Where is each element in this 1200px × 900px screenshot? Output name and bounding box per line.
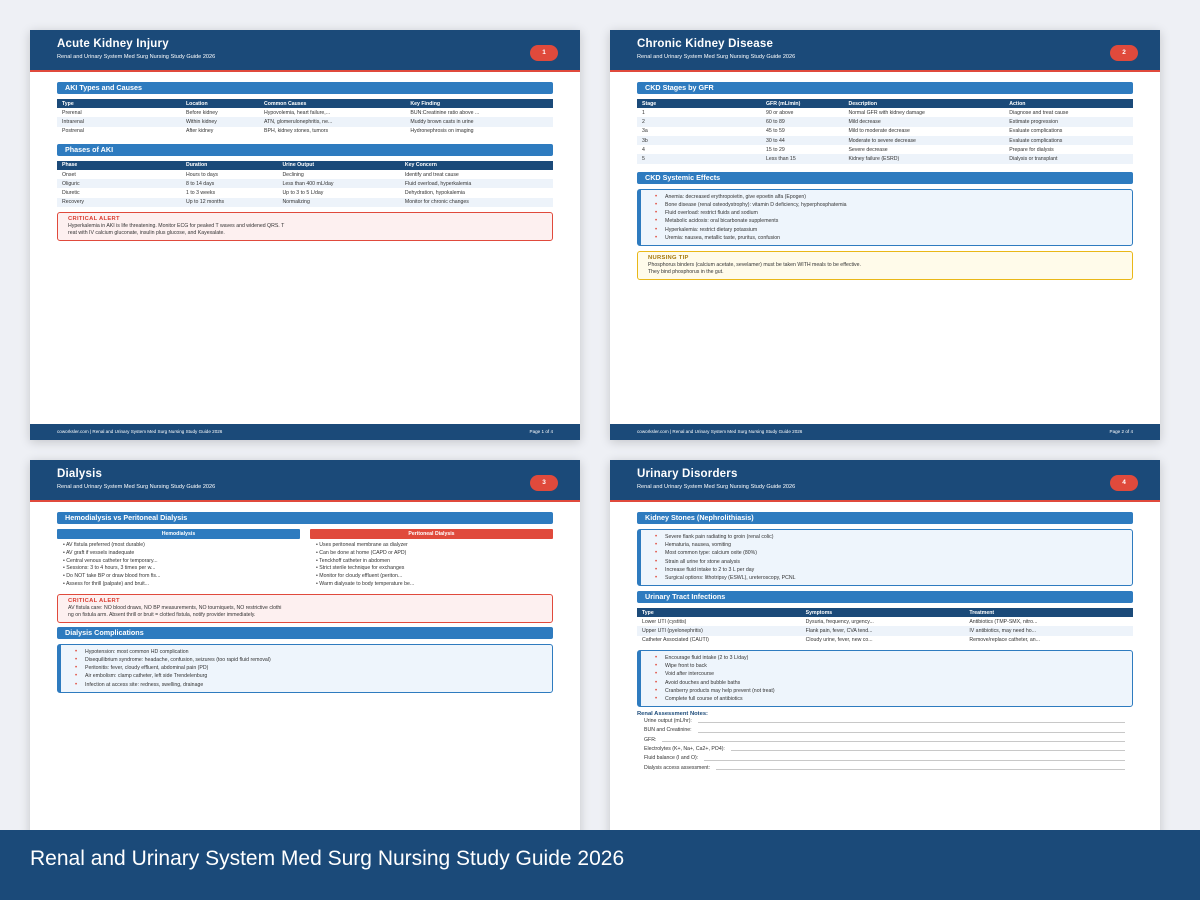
list-item: • AV graft if vessels inadequate <box>63 549 135 556</box>
alert-text: AV fistula care: NO blood draws, NO BP measurements, NO tourniquets, NO restrictive clothi <box>68 604 282 611</box>
dialysis-complications-list <box>57 644 553 693</box>
table-cell: Fluid overload, hyperkalemia <box>400 179 553 188</box>
aki-types-table <box>57 99 553 136</box>
table-cell: Monitor for chronic changes <box>400 198 553 207</box>
list-item: • Increase fluid intake to 2 to 3 L per day <box>655 566 1124 574</box>
notes-row <box>637 754 1133 763</box>
page-number-badge: 3 <box>530 475 558 491</box>
list-item: • Uses peritoneal membrane as dialyzer <box>316 542 408 548</box>
hemodialysis-column <box>57 529 300 589</box>
notes-label: GFR: <box>644 736 657 743</box>
table-cell: 3a <box>642 128 648 135</box>
table-cell: 3b <box>637 136 761 145</box>
footer-source: coworksler.com | Renal and Urinary System Med Surg Nursing Study Guide 2026 <box>637 429 803 434</box>
table-cell: Evaluate complications <box>1009 128 1063 135</box>
notes-line <box>704 754 1125 760</box>
table-cell: 4 <box>642 146 645 153</box>
list-item: • Hematuria, nausea, vomiting <box>655 541 1124 549</box>
page-title: Chronic Kidney Disease <box>637 38 774 50</box>
section-header-kidney-stones: Kidney Stones (Nephrolithiasis) <box>637 512 1133 524</box>
notes-label: Urine output (mL/hr): <box>644 718 692 725</box>
table-row <box>637 117 1133 126</box>
table-cell: Antibiotics (TMP-SMX, nitro... <box>969 618 1038 625</box>
list-item: • Most common type: calcium oxite (80%) <box>655 549 1124 557</box>
table-cell: Before kidney <box>186 109 218 116</box>
page-number-badge: 4 <box>1110 475 1138 491</box>
notes-line <box>731 745 1125 751</box>
table-row <box>637 626 1133 635</box>
column-header: Common Causes <box>259 99 405 108</box>
ckd-effects-list <box>637 189 1133 246</box>
page-header <box>610 460 1160 502</box>
table-cell: 1 to 3 weeks <box>186 190 216 197</box>
list-item: • Central venous catheter for temporary... <box>63 557 158 564</box>
table-cell: Muddy brown casts in urine <box>405 117 553 126</box>
table-cell: Normal GFR with kidney damage <box>848 109 925 116</box>
table-row <box>57 179 553 188</box>
section-header-ckd-stages: CKD Stages by GFR <box>637 82 1133 94</box>
section-header-aki-phases: Phases of AKI <box>57 144 553 156</box>
list-item: • Peritonitis: fever, cloudy effluent, abdominal pain (PD) <box>75 664 544 672</box>
column-header: Key Finding <box>405 99 553 108</box>
page-subtitle: Renal and Urinary System Med Surg Nursing Study Guide 2026 <box>57 484 216 490</box>
column-header: Treatment <box>964 608 1133 617</box>
section-header-dialysis-complications: Dialysis Complications <box>57 627 553 639</box>
table-cell: Diuretic <box>62 190 80 197</box>
table-cell: Hydronephrosis on imaging <box>410 128 474 135</box>
table-cell: 30 to 44 <box>761 136 843 145</box>
table-cell: Identify and treat cause <box>404 171 459 178</box>
list-item: • Bone disease (renal osteodystrophy): vitamin D deficiency, hyperphosphatemia <box>655 201 1124 209</box>
column-header: Peritoneal Dialysis <box>310 529 553 539</box>
list-item: • Uremia: nausea, metallic taste, pruritus, confusion <box>655 234 1124 242</box>
title-banner: Renal and Urinary System Med Surg Nursing Study Guide 2026 <box>0 830 1200 900</box>
table-cell: BPH, kidney stones, tumors <box>264 128 329 135</box>
table-cell: Evaluate complications <box>1004 136 1133 145</box>
nursing-tip-box <box>637 251 1133 280</box>
notes-label: BUN and Creatinine: <box>644 727 692 734</box>
table-cell: 90 or above <box>766 109 794 116</box>
notes-line <box>698 726 1125 732</box>
list-item: • Strict sterile technique for exchanges <box>316 565 405 572</box>
table-row <box>637 136 1133 145</box>
column-header: Description <box>843 99 1004 108</box>
table-cell: Kidney failure (ESRD) <box>843 154 1004 163</box>
table-cell: 8 to 14 days <box>181 179 277 188</box>
list-item: • Air embolism: clamp catheter, left side Trendelenburg <box>75 672 544 680</box>
table-header-row <box>637 608 1133 617</box>
page-title: Urinary Disorders <box>637 468 738 480</box>
notes-line <box>716 764 1125 770</box>
table-header-row <box>57 99 553 108</box>
page-subtitle: Renal and Urinary System Med Surg Nursing Study Guide 2026 <box>637 484 796 490</box>
alert-heading: CRITICAL ALERT <box>68 597 120 604</box>
uti-table <box>637 608 1133 645</box>
tip-text: Phosphorus binders (calcium acetate, sevelamer) must be taken WITH meals to be effective. <box>648 261 861 268</box>
notes-row <box>637 726 1133 735</box>
alert-heading: CRITICAL ALERT <box>68 216 120 223</box>
column-header: Location <box>181 99 259 108</box>
table-cell: BUN:Creatinine ratio above ... <box>410 109 480 116</box>
list-item: • Monitor for cloudy effluent (periton... <box>316 573 403 580</box>
notes-label: Electrolytes (K+, Na+, Ca2+, PO4): <box>644 746 725 753</box>
section-header-aki-types: AKI Types and Causes <box>57 82 553 94</box>
table-header-row <box>57 161 553 170</box>
table-row <box>637 145 1133 154</box>
table-cell: Prepare for dialysis <box>1009 146 1054 153</box>
column-header: Hemodialysis <box>57 529 300 539</box>
page-title: Dialysis <box>57 468 103 480</box>
table-row <box>637 127 1133 136</box>
table-header-row <box>637 99 1133 108</box>
tip-heading: NURSING TIP <box>648 254 689 261</box>
list-item: • Assess for thrill (palpate) and bruit... <box>63 580 150 587</box>
list-item: • Surgical options: lithotripsy (ESWL), ureteroscopy, PCNL <box>655 574 1124 582</box>
uti-prevention-list <box>637 650 1133 707</box>
list-item: • Severe flank pain radiating to groin (renal colic) <box>655 533 1124 541</box>
table-cell: Moderate to severe decrease <box>843 136 1004 145</box>
table-cell: Cloudy urine, fever, new co... <box>805 637 873 644</box>
table-cell: Declining <box>282 171 304 178</box>
table-cell: Severe decrease <box>848 146 888 153</box>
table-cell: Hypovolemia, heart failure,... <box>264 109 331 116</box>
table-row <box>637 636 1133 645</box>
page-footer <box>30 424 580 440</box>
page-number-badge: 2 <box>1110 45 1138 61</box>
table-cell: 2 <box>637 117 761 126</box>
kidney-stones-list <box>637 529 1133 586</box>
dialysis-comparison <box>57 529 553 589</box>
table-cell: Flank pain, fever, CVA tend... <box>801 626 965 635</box>
notes-label: Dialysis access assessment: <box>644 764 711 771</box>
table-cell: IV antibiotics, may need ho... <box>964 626 1133 635</box>
list-item: • Fluid overload: restrict fluids and sodium <box>655 209 1124 217</box>
page-dialysis <box>30 460 580 840</box>
column-header: Duration <box>181 161 277 170</box>
column-header: Urine Output <box>277 161 399 170</box>
table-row <box>637 154 1133 163</box>
table-cell: ATN, glomerulonephritis, ne... <box>259 117 405 126</box>
table-cell: Within kidney <box>181 117 259 126</box>
table-cell: Mild decrease <box>843 117 1004 126</box>
table-row <box>637 617 1133 626</box>
table-cell: Upper UTI (pyelonephritis) <box>637 626 801 635</box>
notes-row <box>637 745 1133 754</box>
list-item: • Hyperkalemia: restrict dietary potassium <box>655 226 1124 234</box>
column-header: GFR (mL/min) <box>761 99 843 108</box>
column-header: Type <box>637 608 801 617</box>
section-header-dialysis-comparison: Hemodialysis vs Peritoneal Dialysis <box>57 512 553 524</box>
section-header-ckd-effects: CKD Systemic Effects <box>637 172 1133 184</box>
table-row <box>57 117 553 126</box>
table-cell: Dysuria, frequency, urgency... <box>805 618 874 625</box>
critical-alert-box <box>57 594 553 623</box>
page-urinary-disorders <box>610 460 1160 840</box>
table-cell: Postrenal <box>62 128 84 135</box>
list-item: • Tenckhoff catheter in abdomen <box>316 557 391 564</box>
list-item: • Infection at access site: redness, swelling, drainage <box>75 681 544 689</box>
column-header: Type <box>57 99 181 108</box>
list-item: • Metabolic acidosis: oral bicarbonate supplements <box>655 217 1124 225</box>
table-row <box>57 170 553 179</box>
alert-text: ng on fistula arm. Absent thrill or bruit = clotted fistula, notify provider immediately. <box>68 611 256 618</box>
table-cell: Dialysis or transplant <box>1004 154 1133 163</box>
list-item: • Hypotension: most common HD complication <box>75 648 544 656</box>
table-cell: Estimate progression <box>1004 117 1133 126</box>
peritoneal-dialysis-column <box>310 529 553 589</box>
page-header <box>30 30 580 72</box>
table-cell: Dehydration, hypokalemia <box>404 190 465 197</box>
table-cell: Less than 15 <box>761 154 843 163</box>
list-item: • Can be done at home (CAPD or APD) <box>316 549 407 556</box>
list-item: • Warm dialysate to body temperature be... <box>316 580 415 587</box>
page-header <box>30 460 580 502</box>
list-item: • Encourage fluid intake (2 to 3 L/day) <box>655 654 1124 662</box>
table-cell: Prerenal <box>62 109 82 116</box>
list-item: • Disequilibrium syndrome: headache, confusion, seizures (too rapid fluid removal) <box>75 656 544 664</box>
list-item: • Strain all urine for stone analysis <box>655 558 1124 566</box>
notes-heading: Renal Assessment Notes: <box>637 711 708 718</box>
table-cell: Intrarenal <box>57 117 181 126</box>
column-header: Action <box>1004 99 1133 108</box>
table-cell: Onset <box>62 171 76 178</box>
list-item: • AV fistula preferred (most durable) <box>63 542 145 548</box>
notes-line <box>662 736 1125 742</box>
table-cell: Diagnose and treat cause <box>1009 109 1069 116</box>
list-item: • Complete full course of antibiotics <box>655 695 1124 703</box>
column-header: Symptoms <box>801 608 965 617</box>
section-header-uti: Urinary Tract Infections <box>637 591 1133 603</box>
column-header: Key Concern <box>400 161 553 170</box>
ckd-stages-table <box>637 99 1133 164</box>
critical-alert-box <box>57 212 553 241</box>
page-chronic-kidney-disease <box>610 30 1160 440</box>
table-cell: Mild to moderate decrease <box>848 128 910 135</box>
table-cell: Oliguric <box>57 179 181 188</box>
list-item: • Do NOT take BP or draw blood from fis... <box>63 573 161 580</box>
table-cell: Normalizing <box>277 198 399 207</box>
notes-line <box>698 717 1125 723</box>
table-row <box>57 198 553 207</box>
alert-text: Hyperkalemia in AKI is life threatening. Monitor ECG for peaked T waves and widened QRS. T <box>68 223 285 230</box>
aki-phases-table <box>57 161 553 207</box>
list-item: • Cranberry products may help prevent (not treat) <box>655 687 1124 695</box>
table-cell: 60 to 89 <box>761 117 843 126</box>
table-cell: 15 to 29 <box>766 146 785 153</box>
table-cell: Recovery <box>57 198 181 207</box>
table-row <box>57 108 553 117</box>
table-row <box>57 127 553 136</box>
list-item: • Sessions: 3 to 4 hours, 3 times per w... <box>63 565 156 572</box>
notes-row <box>637 717 1133 726</box>
page-header <box>610 30 1160 72</box>
table-cell: Less than 400 mL/day <box>277 179 399 188</box>
list-item: • Avoid douches and bubble baths <box>655 679 1124 687</box>
list-item: • Anemia: decreased erythropoietin, give epoetin alfa (Epogen) <box>655 193 1124 201</box>
column-header: Stage <box>637 99 761 108</box>
footer-page-count: Page 1 of 4 <box>529 429 553 434</box>
table-cell: Remove/replace catheter, an... <box>969 637 1040 644</box>
table-cell: Catheter Associated (CAUTI) <box>642 637 709 644</box>
table-cell: Lower UTI (cystitis) <box>642 618 687 625</box>
notes-row <box>637 764 1133 773</box>
footer-page-count: Page 2 of 4 <box>1109 429 1133 434</box>
list-item: • Wipe front to back <box>655 662 1124 670</box>
page-footer <box>610 424 1160 440</box>
table-cell: Hours to days <box>186 171 219 178</box>
notes-row <box>637 736 1133 745</box>
renal-assessment-notes <box>637 711 1133 773</box>
table-cell: 1 <box>642 109 645 116</box>
table-row <box>637 108 1133 117</box>
column-header: Phase <box>57 161 181 170</box>
page-acute-kidney-injury <box>30 30 580 440</box>
table-cell: Up to 3 to 5 L/day <box>282 190 324 197</box>
page-subtitle: Renal and Urinary System Med Surg Nursing Study Guide 2026 <box>637 54 796 60</box>
table-cell: Up to 12 months <box>181 198 277 207</box>
notes-label: Fluid balance (I and O): <box>644 755 699 762</box>
table-cell: 45 to 59 <box>766 128 785 135</box>
table-cell: After kidney <box>186 128 214 135</box>
table-cell: 5 <box>637 154 761 163</box>
page-title: Acute Kidney Injury <box>57 38 169 50</box>
list-item: • Void after intercourse <box>655 670 1124 678</box>
page-number-badge: 1 <box>530 45 558 61</box>
tip-text: They bind phosphorus in the gut. <box>648 268 724 275</box>
alert-text: reat with IV calcium gluconate, insulin plus glucose, and Kayexalate. <box>68 230 225 237</box>
page-subtitle: Renal and Urinary System Med Surg Nursing Study Guide 2026 <box>57 54 216 60</box>
footer-source: coworksler.com | Renal and Urinary System Med Surg Nursing Study Guide 2026 <box>57 429 223 434</box>
table-row <box>57 188 553 197</box>
